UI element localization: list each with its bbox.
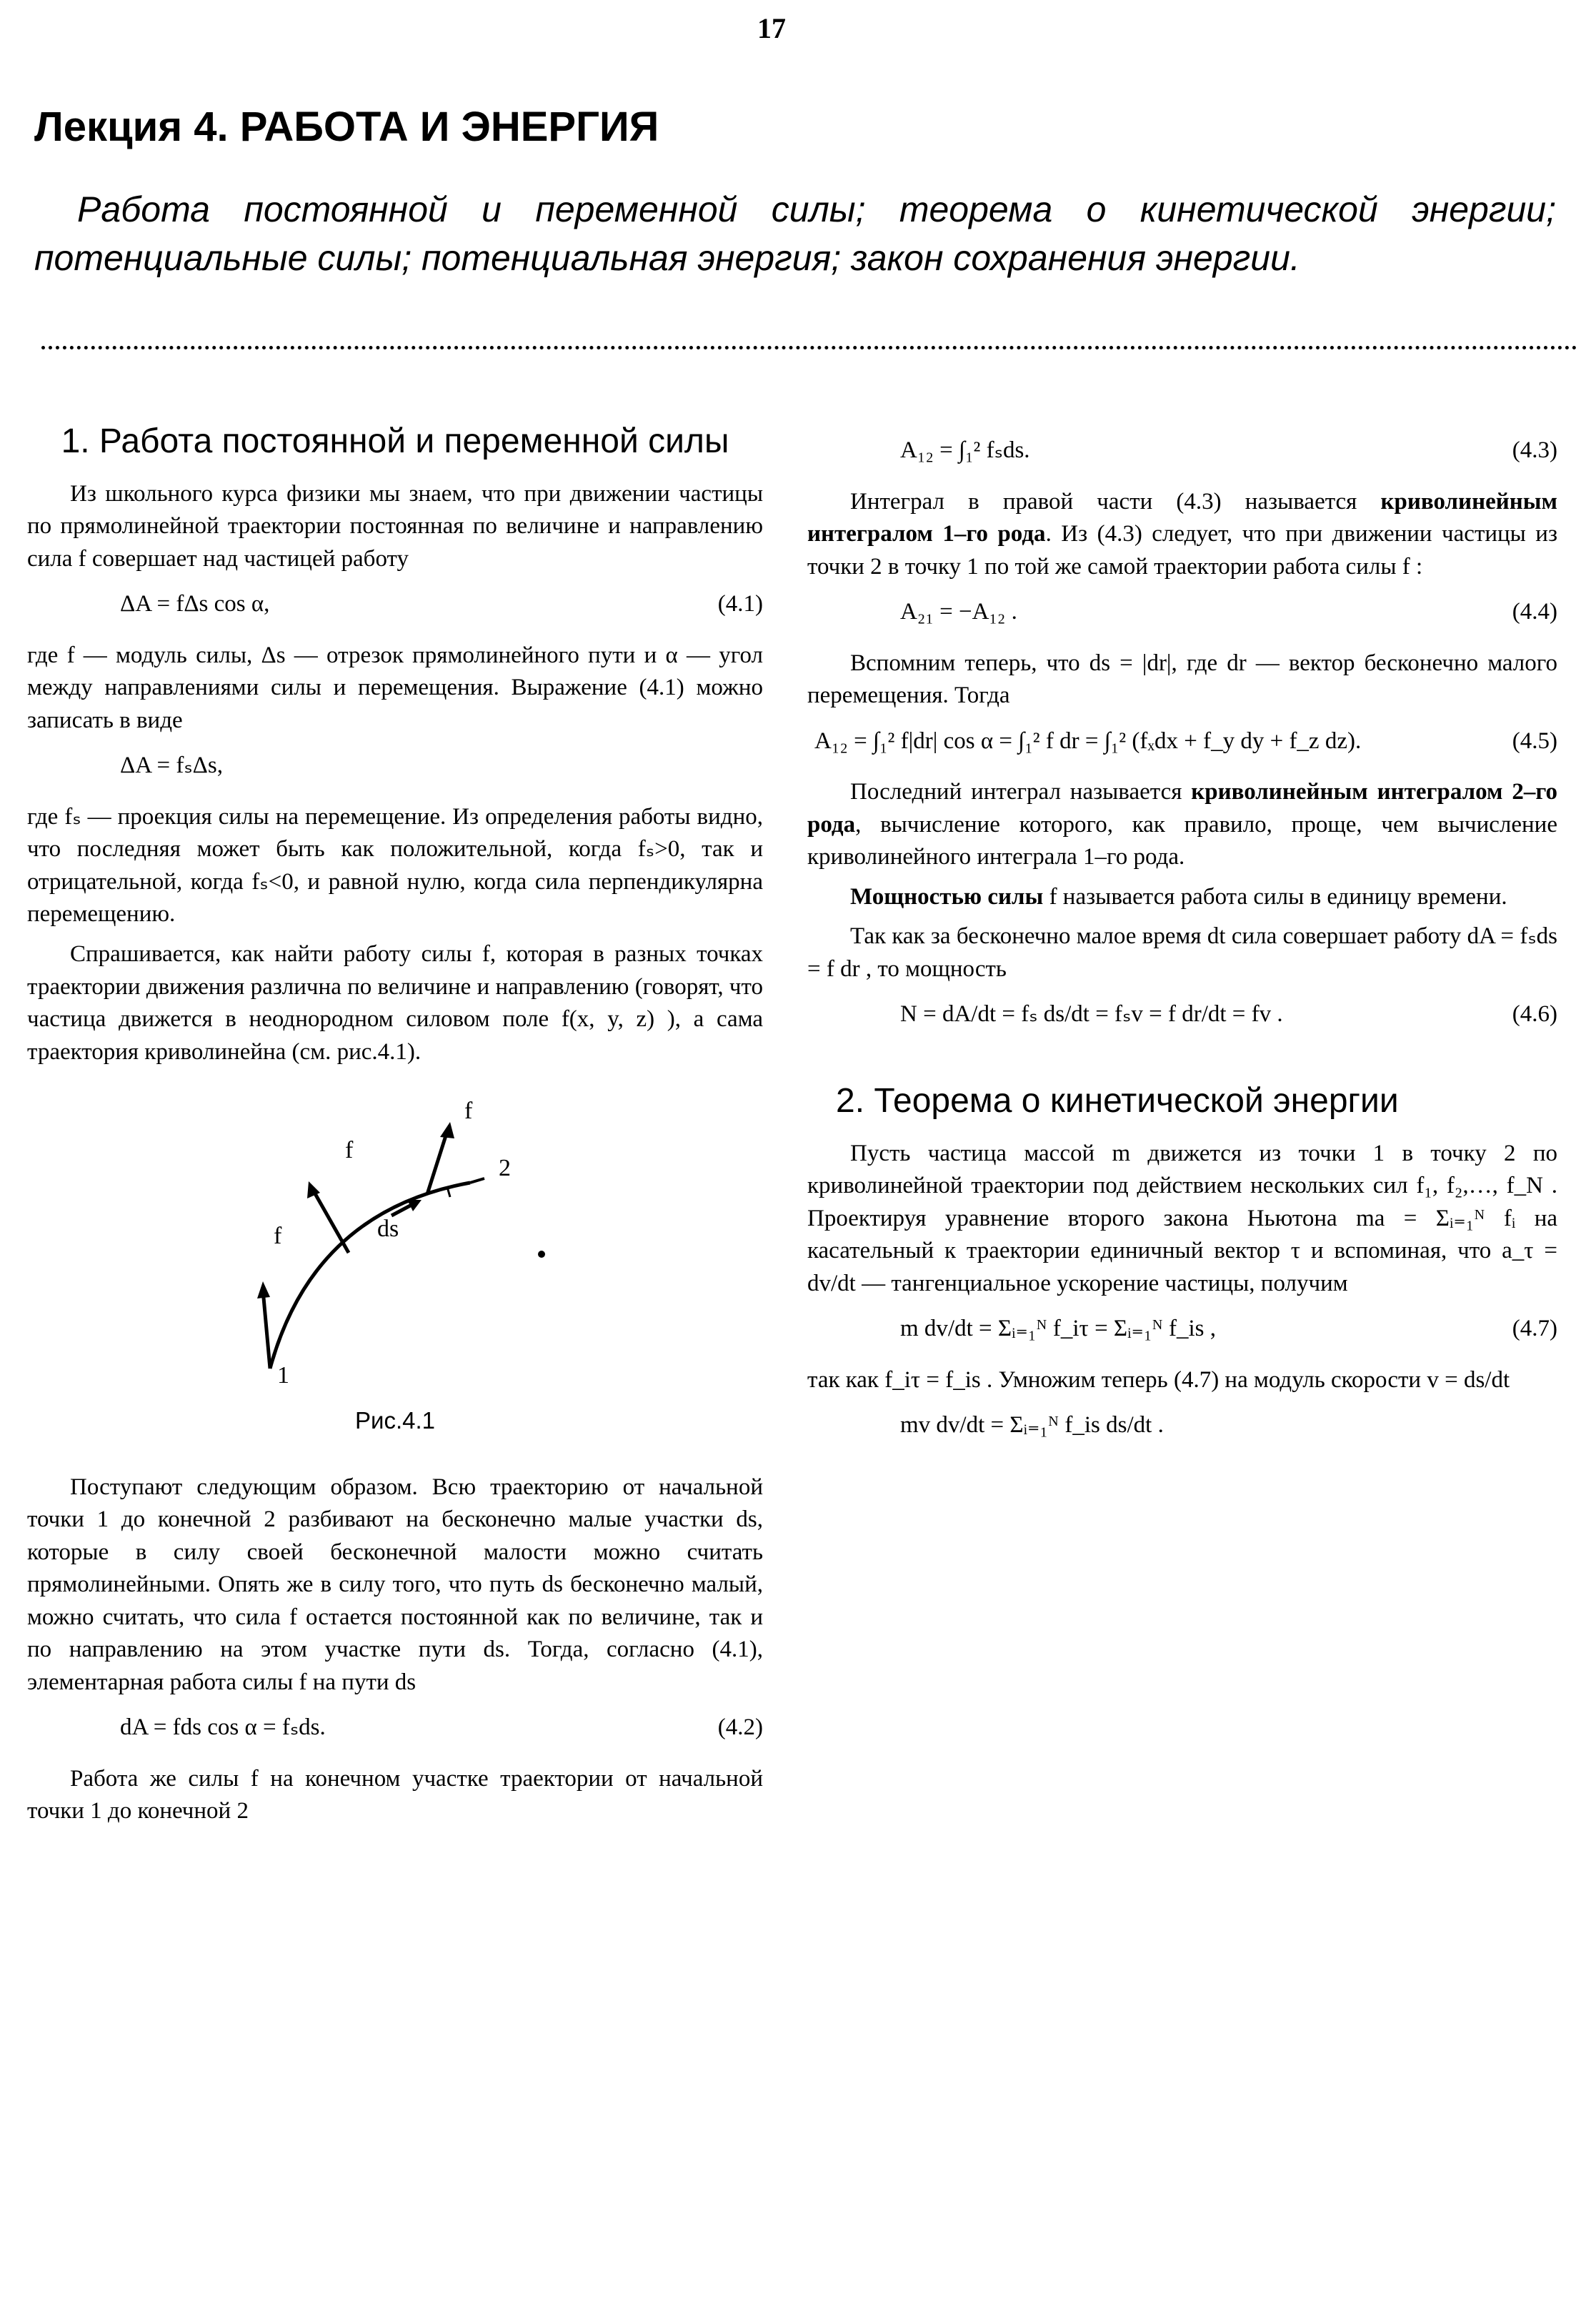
equation-body: A₁₂ = ∫₁² fₛds. xyxy=(900,437,1030,463)
paragraph: Из школьного курса физики мы знаем, что при движении частицы по прямолинейной траектории постоянная по величине и направлению сила f совершает над частицей работу xyxy=(27,480,763,572)
equation-body: A₂₁ = −A₁₂ . xyxy=(900,599,1017,625)
equation-4-4 xyxy=(807,596,1557,629)
paragraph: Поступают следующим образом. Всю траекторию от начальной точки 1 до конечной 2 разбивают на бесконечно малые участки ds, которые в силу своей бесконечной малости можно считать прямолинейными. Опять же в силу того, что путь ds бесконечно малый, можно считать, что сила f остается постоянной как по величине, так и по направлению на этом участке пути ds. Тогда, согласно (4.1), элементарная работа силы f на пути ds xyxy=(27,1474,763,1695)
equation-number: (4.3) xyxy=(1512,437,1557,463)
equation-4-1 xyxy=(27,588,763,621)
force-vector xyxy=(313,1190,349,1253)
paragraph xyxy=(807,881,1557,914)
equation-body: N = dA/dt = fₛ ds/dt = fₛv = f dr/dt = fv . xyxy=(900,1001,1283,1028)
text-run: , вычисление которого, как правило, проще, чем вычисление криволинейного интеграла 1–го рода. xyxy=(807,811,1557,870)
equation-4-2 xyxy=(27,1712,763,1744)
text-run: . Из (4.3) следует, что при движении частицы из точки 2 в точку 1 по той же самой траектории работа силы f : xyxy=(807,521,1558,580)
text-run: Последний интеграл называется xyxy=(850,779,1192,805)
equation-number: (4.7) xyxy=(1512,1316,1557,1342)
label-point-2: 2 xyxy=(499,1155,511,1182)
force-vector xyxy=(427,1131,447,1194)
paragraph: Работа же силы f на конечном участке траектории от начальной точки 1 до конечной 2 xyxy=(27,1765,763,1824)
force-vector xyxy=(263,1290,270,1369)
left-column xyxy=(27,422,763,1835)
label-ds: ds xyxy=(377,1216,399,1243)
term-bold: криволинейным интегралом 1–го рода xyxy=(807,488,1557,547)
label-point-1: 1 xyxy=(277,1362,289,1389)
text-run: f называется работа силы в единицу времени. xyxy=(1043,883,1507,910)
trajectory-diagram xyxy=(27,1090,763,1390)
trajectory-curve xyxy=(270,1183,470,1369)
equation-number: (4.6) xyxy=(1512,1001,1557,1028)
page-number: 17 xyxy=(757,12,786,44)
lecture-title: Лекция 4. РАБОТА И ЭНЕРГИЯ xyxy=(34,104,659,150)
label-f: f xyxy=(345,1137,354,1164)
paragraph: Спрашивается, как найти работу силы f, которая в разных точках траектории движения различна по величине и направлению (говорят, что частица движется в неоднородном силовом поле f(x, y, z) ), а сама траектория криволинейна (см. рис.4.1). xyxy=(27,941,763,1065)
dotted-separator xyxy=(41,346,1577,349)
paragraph: так как f_iτ = f_is . Умножим теперь (4.7) на модуль скорости v = ds/dt xyxy=(807,1366,1510,1393)
equation-number: (4.5) xyxy=(1512,728,1557,754)
paragraph xyxy=(807,486,1557,584)
term-bold: Мощностью силы xyxy=(850,883,1044,910)
paragraph: Пусть частица массой m движется из точки 1 в точку 2 по криволинейной траектории под действием нескольких сил f₁, f₂,…, f_N . Проектируя уравнение второго закона Ньютона ma = Σᵢ₌₁ᴺ fᵢ на касательный к траектории единичный вектор τ и вспоминая, что a_τ = dv/dt — тангенциальное ускорение частицы, получим xyxy=(807,1140,1557,1296)
equation-number: (4.1) xyxy=(717,591,763,617)
equation-4-7 xyxy=(807,1313,1557,1346)
text-run: Интеграл в правой части (4.3) называется xyxy=(850,488,1381,515)
right-column xyxy=(807,422,1557,1461)
equation-number: (4.4) xyxy=(1512,599,1557,625)
paragraph: Так как за бесконечно малое время dt сила совершает работу dA = fₛds = f dr , то мощность xyxy=(807,923,1557,982)
paragraph: где fₛ — проекция силы на перемещение. Из определения работы видно, что последняя может быть как положительной, когда fₛ>0, так и отрицательной, когда fₛ<0, и равной нулю, когда сила перпендикулярна перемещению. xyxy=(27,803,763,928)
paragraph: Вспомним теперь, что ds = |dr|, где dr — вектор бесконечно малого перемещения. Тогда xyxy=(807,650,1557,709)
equation-4-8 xyxy=(807,1409,1557,1442)
term-bold: криволинейным интегралом 2–го рода xyxy=(807,779,1557,838)
lecture-subtitle: Работа постоянной и переменной силы; теорема о кинетической энергии; потенциальные силы; потенциальная энергия; закон сохранения энергии. xyxy=(34,189,1556,278)
equation-body: dA = fds cos α = fₛds. xyxy=(120,1714,326,1741)
equation-4-6 xyxy=(807,998,1557,1031)
paragraph: где f — модуль силы, Δs — отрезок прямолинейного пути и α — угол между направлениями силы и перемещения. Выражение (4.1) можно записать в виде xyxy=(27,642,763,733)
label-f: f xyxy=(274,1223,282,1250)
figure-caption: Рис.4.1 xyxy=(355,1407,435,1434)
figure-4-1 xyxy=(27,1090,763,1390)
paragraph xyxy=(807,776,1557,874)
section-1-title: 1. Работа постоянной и переменной силы xyxy=(61,422,729,460)
label-f: f xyxy=(464,1098,473,1125)
equation-4-3 xyxy=(807,434,1557,467)
equation-number: (4.2) xyxy=(717,1714,763,1741)
equation-body: ΔA = fΔs cos α, xyxy=(120,591,270,617)
section-2-title: 2. Теорема о кинетической энергии xyxy=(836,1081,1399,1120)
equation-body: ΔA = fₛΔs, xyxy=(120,753,223,779)
equation-4-5 xyxy=(807,725,1557,758)
equation-body: m dv/dt = Σᵢ₌₁ᴺ f_iτ = Σᵢ₌₁ᴺ f_is , xyxy=(900,1316,1216,1342)
equation-projection xyxy=(27,750,763,783)
equation-body: A₁₂ = ∫₁² f|dr| cos α = ∫₁² f dr = ∫₁² (fₓdx + f_y dy + f_z dz). xyxy=(814,728,1362,754)
equation-body: mv dv/dt = Σᵢ₌₁ᴺ f_is ds/dt . xyxy=(900,1412,1164,1439)
